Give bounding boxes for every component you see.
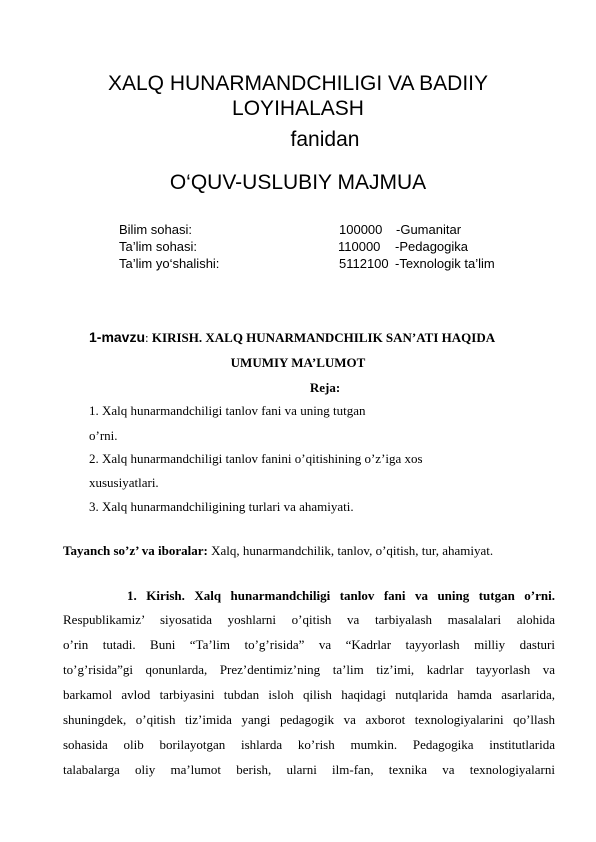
topic-title-line2: UMUMIY MA’LUMOT xyxy=(230,355,366,370)
body-line: talabalarga oliy ma’lumot berish, ularni ilm-fan, texnika va texnologiyalarni xyxy=(63,762,555,777)
topic-sep: : xyxy=(145,330,152,345)
meta-name: -Texnologik ta’lim xyxy=(395,256,495,271)
body-line: Respublikamiz’ siyosatida yoshlarni o’qitish va tarbiyalash masalalari alohida xyxy=(63,612,555,627)
meta-code: 110000 xyxy=(338,239,381,254)
meta-label: Ta’lim sohasi: xyxy=(119,239,198,254)
plan-heading: Reja: xyxy=(309,380,341,395)
plan-item: xususiyatlari. xyxy=(89,475,159,490)
body-line: shuningdek, o’qitish tiz’imida yangi pedagogik va axborot texnologiyalarini qo’llash xyxy=(63,712,555,727)
topic-heading xyxy=(89,329,495,346)
section-heading: 1. Kirish. Xalq hunarmandchiligi tanlov fani va uning tutgan o’rni. xyxy=(127,588,555,603)
body-line: to’g’risida”gi qonunlarda, Prez’dentimiz’ning ta’lim tiz’imi, kadrlar tayyorlash va xyxy=(63,662,555,677)
topic-title-line1: KIRISH. XALQ HUNARMANDCHILIK SAN’ATI HAQIDA xyxy=(151,330,496,345)
complex-title: O‘QUV-USLUBIY MAJMUA xyxy=(169,171,427,194)
document-title-line1: XALQ HUNARMANDCHILIGI VA BADIIY xyxy=(107,72,489,95)
body-line: o’rin tutadi. Buni “Ta’lim to’g’risida” va “Kadrlar tayyorlash milliy dasturi xyxy=(63,637,555,652)
document-subtitle: fanidan xyxy=(290,128,360,151)
meta-label: Bilim sohasi: xyxy=(119,222,192,237)
meta-code: 100000 xyxy=(339,222,383,237)
plan-item: 2. Xalq hunarmandchiligi tanlov fanini o’qitishining o’z’iga xos xyxy=(89,451,423,466)
body-line: sohasida olib borilayotgan ishlarda ko’rish mumkin. Pedagogika institutlarida xyxy=(63,737,555,752)
keywords-text: Xalq, hunarmandchilik, tanlov, o’qitish, tur, ahamiyat. xyxy=(207,543,494,558)
plan-item: 3. Xalq hunarmandchiligining turlari va ahamiyati. xyxy=(89,499,354,514)
keywords-line xyxy=(63,543,493,559)
meta-label: Ta’lim yo‘shalishi: xyxy=(119,256,220,271)
meta-name: -Gumanitar xyxy=(396,222,462,237)
topic-prefix: 1-mavzu xyxy=(89,329,146,345)
plan-item: o’rni. xyxy=(89,428,118,443)
meta-code: 5112100 xyxy=(339,256,389,271)
keywords-label: Tayanch so’z’ va iboralar: xyxy=(63,543,208,558)
document-title-line2: LOYIHALASH xyxy=(232,97,364,120)
plan-item: 1. Xalq hunarmandchiligi tanlov fani va uning tutgan xyxy=(89,403,366,418)
meta-name: -Pedagogika xyxy=(395,239,468,254)
body-line: barkamol avlod tarbiyasini tubdan isloh qilish haqidagi nutqlarida hamda asarlarida, xyxy=(63,687,555,702)
